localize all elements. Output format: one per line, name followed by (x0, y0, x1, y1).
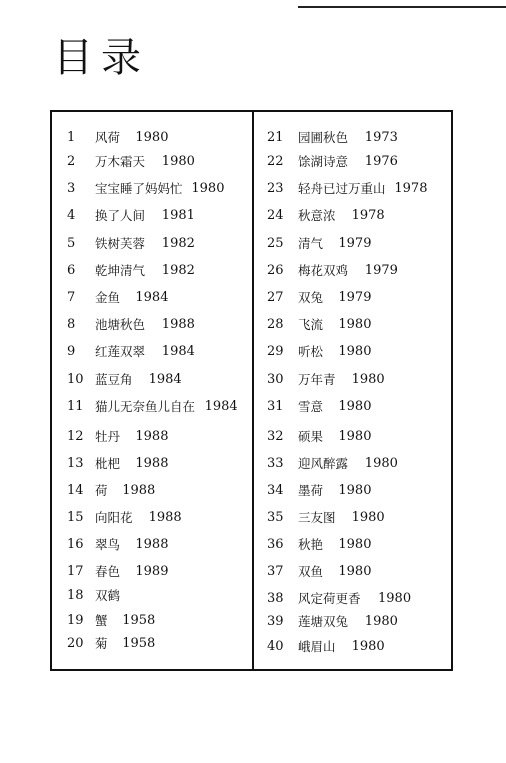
toc-entry-number: 23 (267, 181, 284, 196)
toc-entry (267, 639, 385, 655)
toc-entry-year: 1982 (161, 263, 195, 278)
toc-entry-year: 1988 (135, 537, 169, 552)
toc-entry (267, 344, 372, 360)
toc-entry-number: 39 (267, 614, 284, 629)
toc-entry-title: 蓝豆角 (95, 372, 133, 387)
top-rule (298, 6, 506, 8)
toc-entry-number: 10 (67, 372, 84, 387)
toc-entry-number: 21 (267, 130, 284, 145)
toc-entry-year: 1979 (338, 236, 372, 251)
toc-entry (67, 290, 169, 306)
toc-entry-number: 37 (267, 564, 284, 579)
toc-entry-title: 莲塘双兔 (298, 614, 349, 629)
toc-entry-title: 秋意浓 (298, 208, 336, 223)
toc-entry-title: 轻舟已过万重山 (298, 181, 386, 196)
toc-entry-title: 双鹤 (95, 588, 121, 603)
toc-entry-year: 1988 (135, 429, 169, 444)
toc-entry-title: 蟹 (95, 613, 108, 628)
toc-entry-title: 猫儿无奈鱼儿自在 (95, 399, 196, 414)
toc-entry-number: 3 (67, 181, 76, 196)
toc-entry-year: 1980 (338, 429, 372, 444)
toc-entry-number: 33 (267, 456, 284, 471)
toc-entry-title: 风定荷更香 (298, 591, 361, 606)
toc-entry-year: 1980 (338, 564, 372, 579)
toc-entry-title: 铁树芙蓉 (95, 236, 146, 251)
toc-entry-number: 36 (267, 537, 284, 552)
toc-entry-year: 1979 (338, 290, 372, 305)
toc-entry-year: 1979 (364, 263, 398, 278)
toc-entry-year: 1978 (394, 181, 428, 196)
toc-entry (67, 483, 156, 499)
toc-entry-number: 15 (67, 510, 84, 525)
toc-entry-year: 1980 (364, 456, 398, 471)
toc-entry-title: 梅花双鸡 (298, 263, 349, 278)
toc-entry-number: 5 (67, 236, 76, 251)
toc-entry (267, 510, 385, 526)
toc-entry-title: 宝宝睡了妈妈忙 (95, 181, 183, 196)
toc-column-divider (252, 112, 254, 669)
toc-entry (267, 154, 398, 170)
toc-entry-title: 菊 (95, 636, 108, 651)
toc-entry (67, 456, 169, 472)
toc-entry-title: 春色 (95, 564, 121, 579)
toc-entry-number: 38 (267, 591, 284, 606)
toc-entry-number: 16 (67, 537, 84, 552)
toc-entry (67, 372, 182, 388)
toc-entry (267, 263, 398, 279)
toc-entry-year: 1984 (161, 344, 195, 359)
toc-entry-year: 1982 (161, 236, 195, 251)
toc-entry (267, 236, 372, 252)
toc-entry-number: 28 (267, 317, 284, 332)
toc-entry-title: 向阳花 (95, 510, 133, 525)
toc-entry (67, 344, 195, 360)
toc-entry-title: 园圃秋色 (298, 130, 349, 145)
toc-entry-year: 1988 (161, 317, 195, 332)
toc-entry-number: 20 (67, 636, 84, 651)
toc-entry-year: 1980 (135, 130, 169, 145)
toc-entry-title: 荷 (95, 483, 108, 498)
toc-entry-number: 13 (67, 456, 84, 471)
toc-entry-title: 金鱼 (95, 290, 121, 305)
toc-entry-title: 池塘秋色 (95, 317, 146, 332)
toc-entry (267, 537, 372, 553)
toc-entry (67, 564, 169, 580)
toc-entry-year: 1976 (364, 154, 398, 169)
toc-entry-number: 34 (267, 483, 284, 498)
toc-entry-year: 1981 (161, 208, 195, 223)
toc-entry-year: 1980 (351, 372, 385, 387)
toc-entry-number: 2 (67, 154, 76, 169)
toc-entry-number: 14 (67, 483, 84, 498)
toc-entry-number: 30 (267, 372, 284, 387)
toc-entry (67, 613, 156, 629)
toc-entry (67, 317, 195, 333)
toc-entry-number: 6 (67, 263, 76, 278)
toc-entry (267, 564, 372, 580)
toc-entry-title: 风荷 (95, 130, 121, 145)
toc-entry (67, 588, 121, 604)
toc-entry (67, 154, 195, 170)
toc-entry-number: 24 (267, 208, 284, 223)
toc-entry-title: 双鱼 (298, 564, 324, 579)
toc-entry-number: 40 (267, 639, 284, 654)
toc-entry-year: 1984 (135, 290, 169, 305)
toc-entry-year: 1988 (122, 483, 156, 498)
toc-entry-title: 红莲双翠 (95, 344, 146, 359)
toc-entry-number: 11 (67, 399, 84, 414)
toc-entry-number: 29 (267, 344, 284, 359)
toc-entry-number: 4 (67, 208, 76, 223)
toc-entry-number: 9 (67, 344, 76, 359)
toc-entry-number: 1 (67, 130, 76, 145)
toc-entry-year: 1988 (135, 456, 169, 471)
toc-entry-number: 12 (67, 429, 84, 444)
toc-entry-year: 1958 (122, 636, 156, 651)
toc-entry (267, 591, 412, 607)
toc-entry-number: 35 (267, 510, 284, 525)
toc-entry (67, 636, 156, 652)
toc-entry-title: 墨荷 (298, 483, 324, 498)
toc-entry-title: 迎风醉露 (298, 456, 349, 471)
toc-entry-number: 31 (267, 399, 284, 414)
toc-entry-number: 25 (267, 236, 284, 251)
toc-entry-number: 7 (67, 290, 76, 305)
toc-entry-year: 1988 (148, 510, 182, 525)
toc-entry-number: 22 (267, 154, 284, 169)
toc-entry (267, 317, 372, 333)
toc-entry-year: 1980 (338, 344, 372, 359)
toc-entry-title: 硕果 (298, 429, 324, 444)
toc-entry-title: 枇杷 (95, 456, 121, 471)
toc-entry (67, 399, 238, 415)
toc-entry-number: 32 (267, 429, 284, 444)
toc-entry-year: 1980 (338, 483, 372, 498)
toc-entry-title: 双兔 (298, 290, 324, 305)
page-title: 目录 (53, 35, 149, 81)
toc-entry-title: 翠鸟 (95, 537, 121, 552)
toc-entry-title: 乾坤清气 (95, 263, 146, 278)
toc-entry-title: 三友图 (298, 510, 336, 525)
toc-entry-title: 秋艳 (298, 537, 324, 552)
toc-entry-year: 1989 (135, 564, 169, 579)
toc-entry-year: 1984 (148, 372, 182, 387)
toc-entry (267, 456, 398, 472)
toc-entry (267, 208, 385, 224)
toc-entry-title: 换了人间 (95, 208, 146, 223)
toc-entry (67, 510, 182, 526)
toc-entry-year: 1958 (122, 613, 156, 628)
toc-entry-year: 1980 (364, 614, 398, 629)
toc-entry-title: 飞流 (298, 317, 324, 332)
toc-entry-title: 峨眉山 (298, 639, 336, 654)
toc-entry (67, 208, 195, 224)
toc-entry (267, 290, 372, 306)
toc-entry (267, 614, 398, 630)
toc-entry-year: 1980 (338, 537, 372, 552)
toc-entry-title: 万木霜天 (95, 154, 146, 169)
toc-entry-year: 1980 (191, 181, 225, 196)
toc-entry-year: 1973 (364, 130, 398, 145)
toc-entry (67, 236, 195, 252)
toc-entry-year: 1980 (338, 317, 372, 332)
toc-entry-title: 馀湖诗意 (298, 154, 349, 169)
toc-entry (267, 181, 428, 197)
toc-entry-number: 26 (267, 263, 284, 278)
toc-entry (67, 181, 225, 197)
toc-entry-title: 听松 (298, 344, 324, 359)
toc-entry (267, 130, 398, 146)
toc-entry-number: 19 (67, 613, 84, 628)
toc-entry (67, 130, 169, 146)
toc-entry-title: 牡丹 (95, 429, 121, 444)
toc-entry-year: 1980 (378, 591, 412, 606)
toc-entry-year: 1984 (204, 399, 238, 414)
toc-entry-year: 1980 (351, 639, 385, 654)
toc-entry (267, 429, 372, 445)
toc-entry (67, 537, 169, 553)
toc-entry (267, 372, 385, 388)
toc-entry-year: 1980 (338, 399, 372, 414)
toc-entry-number: 17 (67, 564, 84, 579)
toc-entry (67, 429, 169, 445)
toc-entry-number: 18 (67, 588, 84, 603)
toc-entry-year: 1980 (161, 154, 195, 169)
toc-entry-title: 清气 (298, 236, 324, 251)
toc-entry-year: 1978 (351, 208, 385, 223)
toc-entry (267, 483, 372, 499)
toc-entry (67, 263, 195, 279)
toc-entry-title: 雪意 (298, 399, 324, 414)
toc-entry-year: 1980 (351, 510, 385, 525)
toc-entry-number: 27 (267, 290, 284, 305)
toc-entry-title: 万年青 (298, 372, 336, 387)
toc-entry-number: 8 (67, 317, 76, 332)
toc-entry (267, 399, 372, 415)
